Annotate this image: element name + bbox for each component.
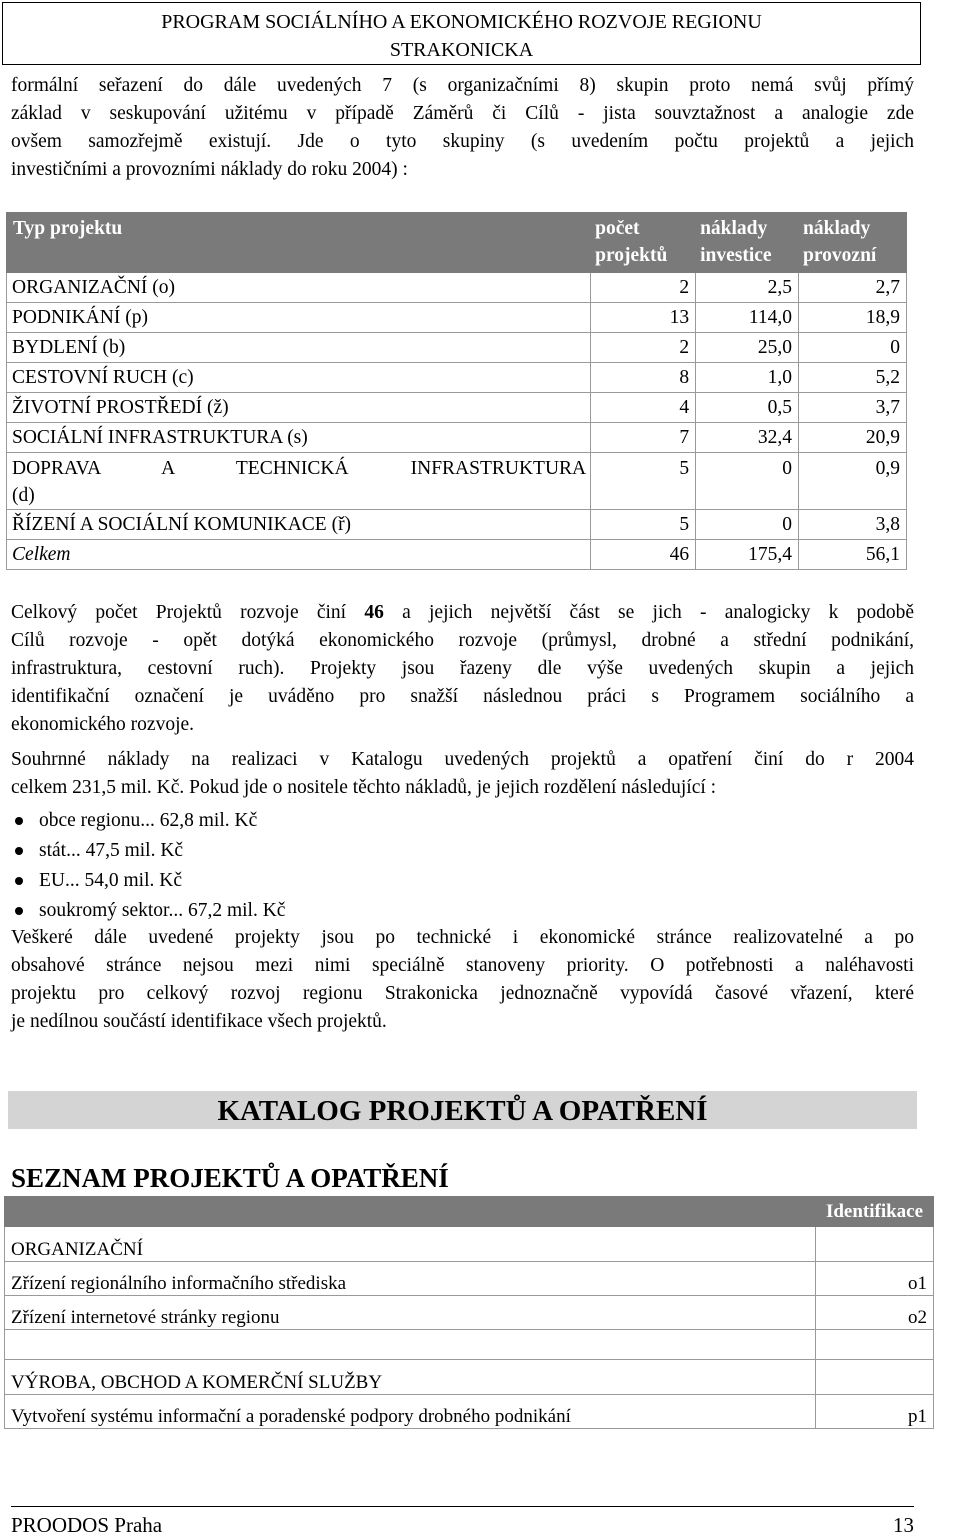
project-name: Zřízení regionálního informačního střediska — [5, 1262, 816, 1296]
project-summary-table — [6, 212, 907, 570]
table-row — [5, 1395, 934, 1429]
para2-text-b: a jejich největší část se jich - analogicky k podobě — [383, 602, 914, 623]
row-invest: 0,5 — [696, 393, 799, 423]
row-name: BYDLENÍ (b) — [7, 333, 591, 363]
section-id-cell — [816, 1227, 934, 1262]
intro-paragraph — [11, 72, 914, 184]
header-invest-1: náklady — [700, 218, 768, 239]
row-invest: 32,4 — [696, 423, 799, 453]
page-footer — [11, 1506, 914, 1534]
header-line-2: STRAKONICKA — [389, 39, 534, 61]
para2-text-a: Celkový počet Projektů rozvoje činí — [11, 602, 365, 623]
para4-line: obsahové stránce nejsou mezi nimi speciálně stanoveny priority. O potřebnosti a naléhavosti — [11, 955, 914, 976]
section-title-cell: VÝROBA, OBCHOD A KOMERČNÍ SLUŽBY — [5, 1360, 816, 1395]
header-count — [591, 213, 696, 273]
section-id-cell — [816, 1360, 934, 1395]
row-count: 4 — [591, 393, 696, 423]
para2-line: identifikační označení je uváděno pro snažší následnou práci s Programem sociálního a — [11, 686, 914, 707]
list-item-text: EU... 54,0 mil. Kč — [39, 870, 182, 891]
total-count: 46 — [591, 540, 696, 570]
row-count: 2 — [591, 273, 696, 303]
table-row — [5, 1262, 934, 1296]
row-name — [7, 453, 591, 510]
table-row — [5, 1296, 934, 1330]
header-type: Typ projektu — [7, 213, 591, 273]
catalog-section-row — [5, 1227, 934, 1262]
total-invest: 175,4 — [696, 540, 799, 570]
table-row — [7, 510, 907, 540]
bullet-icon — [15, 877, 23, 885]
header-oper — [799, 213, 907, 273]
project-id: o2 — [816, 1296, 934, 1330]
row-count: 5 — [591, 453, 696, 510]
table-row — [7, 273, 907, 303]
intro-line: ovšem samozřejmě existují. Jde o tyto skupiny (s uvedením počtu projektů a jejich — [11, 131, 914, 152]
table-total-row — [7, 540, 907, 570]
row-invest: 114,0 — [696, 303, 799, 333]
project-id: p1 — [816, 1395, 934, 1429]
row-name: PODNIKÁNÍ (p) — [7, 303, 591, 333]
para2-line: ekonomického rozvoje. — [11, 714, 195, 735]
row-oper: 18,9 — [799, 303, 907, 333]
row-name-line-2: (d) — [12, 485, 35, 506]
page-header — [2, 2, 921, 65]
row-invest: 0 — [696, 453, 799, 510]
spacer-cell — [5, 1330, 816, 1360]
row-count: 5 — [591, 510, 696, 540]
row-oper: 20,9 — [799, 423, 907, 453]
row-oper: 0 — [799, 333, 907, 363]
total-name: Celkem — [7, 540, 591, 570]
intro-line: investičními a provozními náklady do roku 2004) : — [11, 159, 408, 180]
section-title-cell: ORGANIZAČNÍ — [5, 1227, 816, 1262]
para4-line: je nedílnou součástí identifikace všech projektů. — [11, 1011, 387, 1032]
bullet-icon — [15, 907, 23, 915]
header-oper-2: provozní — [803, 245, 877, 266]
row-oper: 2,7 — [799, 273, 907, 303]
project-id: o1 — [816, 1262, 934, 1296]
row-name: SOCIÁLNÍ INFRASTRUKTURA (s) — [7, 423, 591, 453]
catalog-section-row — [5, 1360, 934, 1395]
table-row — [7, 393, 907, 423]
catalog-header-id: Identifikace — [816, 1197, 934, 1227]
bullet-icon — [15, 817, 23, 825]
list-item — [11, 866, 911, 896]
row-name: ORGANIZAČNÍ (o) — [7, 273, 591, 303]
row-name-line-1: DOPRAVA A TECHNICKÁ INFRASTRUKTURA — [12, 458, 587, 479]
bullet-icon — [15, 847, 23, 855]
table-row — [7, 363, 907, 393]
header-invest — [696, 213, 799, 273]
costs-paragraph — [11, 746, 914, 802]
table-header-row — [7, 213, 907, 273]
project-name: Zřízení internetové stránky regionu — [5, 1296, 816, 1330]
feasibility-paragraph — [11, 924, 914, 1036]
para3-line: celkem 231,5 mil. Kč. Pokud jde o nositele těchto nákladů, je jejich rozdělení následující : — [11, 777, 717, 798]
row-count: 13 — [591, 303, 696, 333]
row-invest: 1,0 — [696, 363, 799, 393]
page-number: 13 — [893, 1513, 914, 1534]
header-oper-1: náklady — [803, 218, 871, 239]
footer-company: PROODOS Praha — [11, 1513, 163, 1534]
intro-line: základ v seskupování užitému v případě Záměrů či Cílů - jista souvztažnost a analogie zde — [11, 103, 914, 124]
list-item — [11, 836, 911, 866]
row-name: ŘÍZENÍ A SOCIÁLNÍ KOMUNIKACE (ř) — [7, 510, 591, 540]
table-row — [7, 333, 907, 363]
header-line-1: PROGRAM SOCIÁLNÍHO A EKONOMICKÉHO ROZVOJE REGIONU — [161, 11, 762, 33]
list-item-text: obce regionu... 62,8 mil. Kč — [39, 810, 258, 831]
list-item-text: stát... 47,5 mil. Kč — [39, 840, 184, 861]
section-title: SEZNAM PROJEKTŮ A OPATŘENÍ — [11, 1163, 449, 1193]
intro-line: formální seřazení do dále uvedených 7 (s organizačními 8) skupin proto nemá svůj přímý — [11, 75, 914, 96]
list-item-text: soukromý sektor... 67,2 mil. Kč — [39, 900, 286, 921]
row-count: 8 — [591, 363, 696, 393]
list-item — [11, 806, 911, 836]
spacer-cell — [816, 1330, 934, 1360]
para2-line: infrastruktura, cestovní ruch). Projekty jsou řazeny dle výše uvedených skupin a jejich — [11, 658, 914, 679]
projects-count-paragraph — [11, 599, 914, 739]
row-name: CESTOVNÍ RUCH (c) — [7, 363, 591, 393]
list-item — [11, 896, 911, 926]
row-invest: 0 — [696, 510, 799, 540]
table-row — [7, 453, 907, 510]
row-count: 7 — [591, 423, 696, 453]
total-oper: 56,1 — [799, 540, 907, 570]
table-row — [7, 423, 907, 453]
row-name: ŽIVOTNÍ PROSTŘEDÍ (ž) — [7, 393, 591, 423]
para4-line: projektu pro celkový rozvoj regionu Strakonicka jednoznačně vypovídá časové vřazení, které — [11, 983, 914, 1004]
catalog-header-row — [5, 1197, 934, 1227]
header-count-1: počet — [595, 218, 640, 239]
project-catalog-table — [4, 1196, 934, 1429]
catalog-banner: KATALOG PROJEKTŮ A OPATŘENÍ — [8, 1091, 917, 1129]
project-total-count: 46 — [364, 602, 384, 623]
para4-line: Veškeré dále uvedené projekty jsou po technické i ekonomické stránce realizovatelné a po — [11, 927, 914, 948]
para2-line — [11, 599, 914, 627]
header-count-2: projektů — [595, 245, 668, 266]
row-oper: 3,8 — [799, 510, 907, 540]
row-invest: 25,0 — [696, 333, 799, 363]
row-oper: 3,7 — [799, 393, 907, 423]
cost-bearers-list — [11, 806, 911, 926]
para2-line: Cílů rozvoje - opět dotýká ekonomického rozvoje (průmysl, drobné a střední podnikání, — [11, 630, 914, 651]
row-oper: 0,9 — [799, 453, 907, 510]
row-invest: 2,5 — [696, 273, 799, 303]
header-invest-2: investice — [700, 245, 772, 266]
para3-line: Souhrnné náklady na realizaci v Katalogu uvedených projektů a opatření činí do r 2004 — [11, 749, 914, 770]
table-row — [7, 303, 907, 333]
row-oper: 5,2 — [799, 363, 907, 393]
catalog-spacer-row — [5, 1330, 934, 1360]
catalog-header-blank — [5, 1197, 816, 1227]
project-name: Vytvoření systému informační a poradenské podpory drobného podnikání — [5, 1395, 816, 1429]
row-count: 2 — [591, 333, 696, 363]
